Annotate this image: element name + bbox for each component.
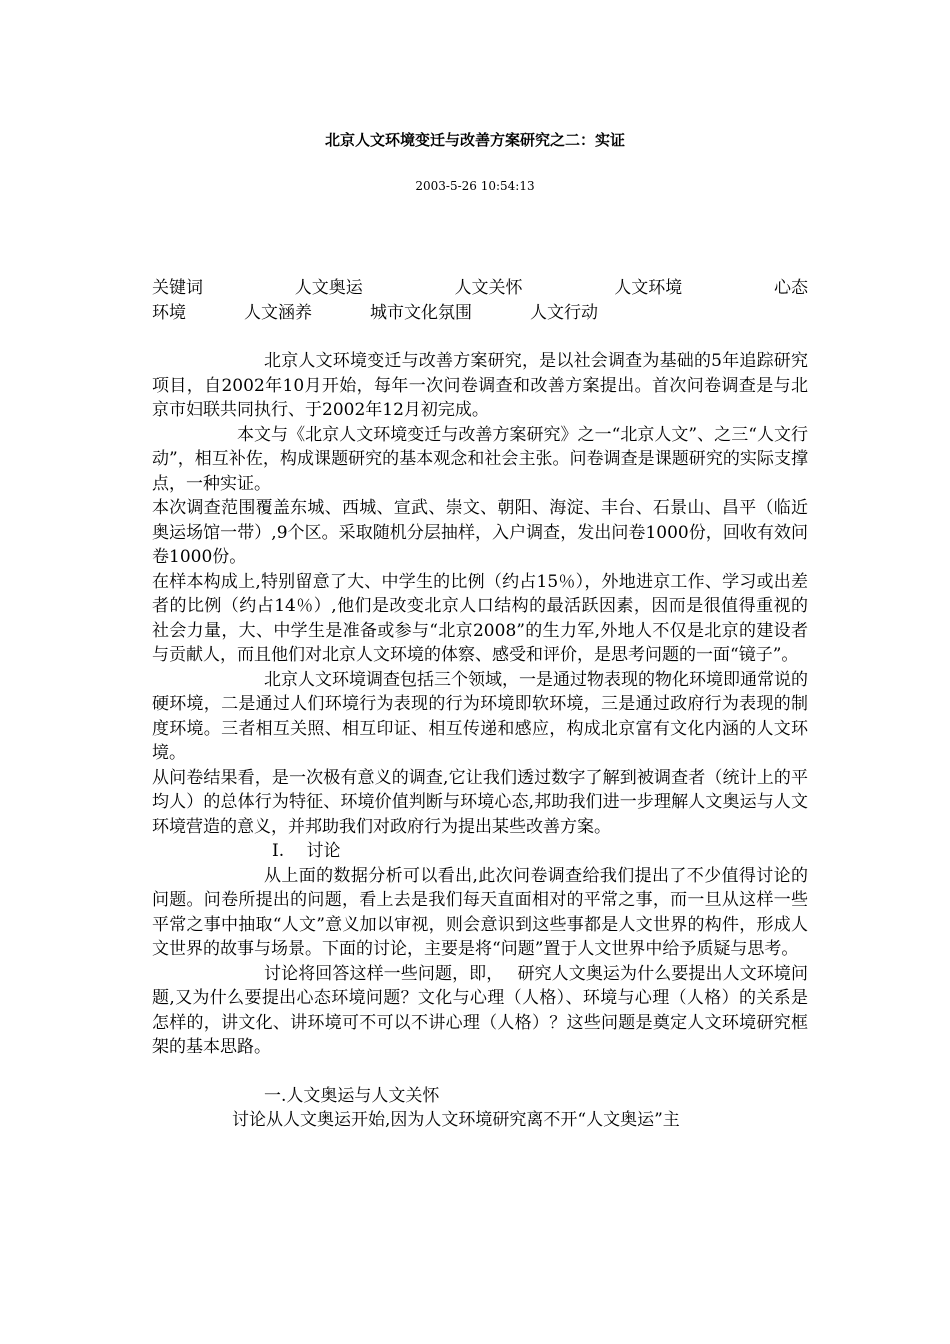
keyword: 人文奥运: [294, 278, 363, 298]
keywords-label: 关键词: [152, 278, 203, 298]
paragraph: 讨论从人文奥运开始,因为人文环境研究离不开“人文奥运”主: [232, 1110, 680, 1130]
keyword: 城市文化氛围: [370, 302, 472, 323]
keyword: 心态: [774, 278, 808, 298]
paragraph: 北京人文环境变迁与改善方案研究，是以社会调查为基础的5年追踪研究项目，自2002年10月开始，每年一次问卷调查和改善方案提出。首次问卷调查是与北京市妇联共同执行、于2002年12月初完成。: [152, 351, 808, 420]
keyword: 人文行动: [530, 302, 598, 323]
keywords-line-2: [152, 301, 808, 326]
paragraph: 北京人文环境调查包括三个领域，一是通过物表现的物化环境即通常说的硬环境，二是通过人们环境行为表现的行为环境即软环境，三是通过政府行为表现的制度环境。三者相互关照、相互印证、相互传递和感应，构成北京富有文化内涵的人文环境。: [152, 669, 808, 763]
paragraph: 讨论将回答这样一些问题，即， 研究人文奥运为什么要提出人文环境问题,又为什么要提出心态环境问题？文化与心理（人格）、环境与心理（人格）的关系是怎样的，讲文化、讲环境可不可以不讲心理（人格）？这些问题是奠定人文环境研究框架的基本思路。: [152, 963, 808, 1057]
keyword: 人文环境: [614, 278, 683, 298]
document-date: 2003-5-26 10:54:13: [415, 179, 535, 193]
document-title: 北京人文环境变迁与改善方案研究之二：实证: [324, 131, 625, 149]
paragraph: 从问卷结果看，是一次极有意义的调查,它让我们透过数字了解到被调查者（统计上的平均人）的总体行为特征、环境价值判断与环境心态,邦助我们进一步理解人文奥运与人文环境营造的意义，并邦助我们对政府行为提出某些改善方案。: [152, 767, 808, 837]
paragraph: 本次调查范围覆盖东城、西城、宣武、崇文、朝阳、海淀、丰台、石景山、昌平（临近奥运场馆一带）,9个区。采取随机分层抽样，入户调查，发出问卷1000份，回收有效问卷1000份。: [152, 498, 808, 567]
section-heading: Ⅰ. 讨论: [272, 841, 341, 861]
keyword: 人文涵养: [244, 302, 312, 323]
paragraph: 本文与《北京人文环境变迁与改善方案研究》之一“北京人文”、之三“人文行动”，相互补佐，构成课题研究的基本观念和社会主张。问卷调查是课题研究的实际支撑点，一种实证。: [152, 424, 808, 494]
keyword: 环境: [152, 302, 186, 323]
keywords-line-1: [152, 276, 808, 301]
keyword: 人文关怀: [454, 278, 523, 298]
paragraph: 从上面的数据分析可以看出,此次问卷调查给我们提出了不少值得讨论的问题。问卷所提出的问题，看上去是我们每天直面相对的平常之事，而一旦从这样一些平常之事中抽取“人文”意义加以审视，则会意识到这些事都是人文世界的构件，形成人文世界的故事与场景。下面的讨论，主要是将“问题”置于人文世界中给予质疑与思考。: [152, 865, 808, 959]
document-body: [152, 276, 808, 1133]
paragraph: 在样本构成上,特别留意了大、中学生的比例（约占15％），外地进京工作、学习或出差者的比例（约占14％）,他们是改变北京人口结构的最活跃因素，因而是很值得重视的社会力量，大、中学生是准备或参与“北京2008”的生力军,外地人不仅是北京的建设者与贡献人，而且他们对北京人文环境的体察、感受和评价，是思考问题的一面“镜子”。: [152, 571, 808, 665]
spacer: [152, 1060, 808, 1084]
section-heading: 一.人文奥运与人文关怀: [264, 1085, 440, 1106]
